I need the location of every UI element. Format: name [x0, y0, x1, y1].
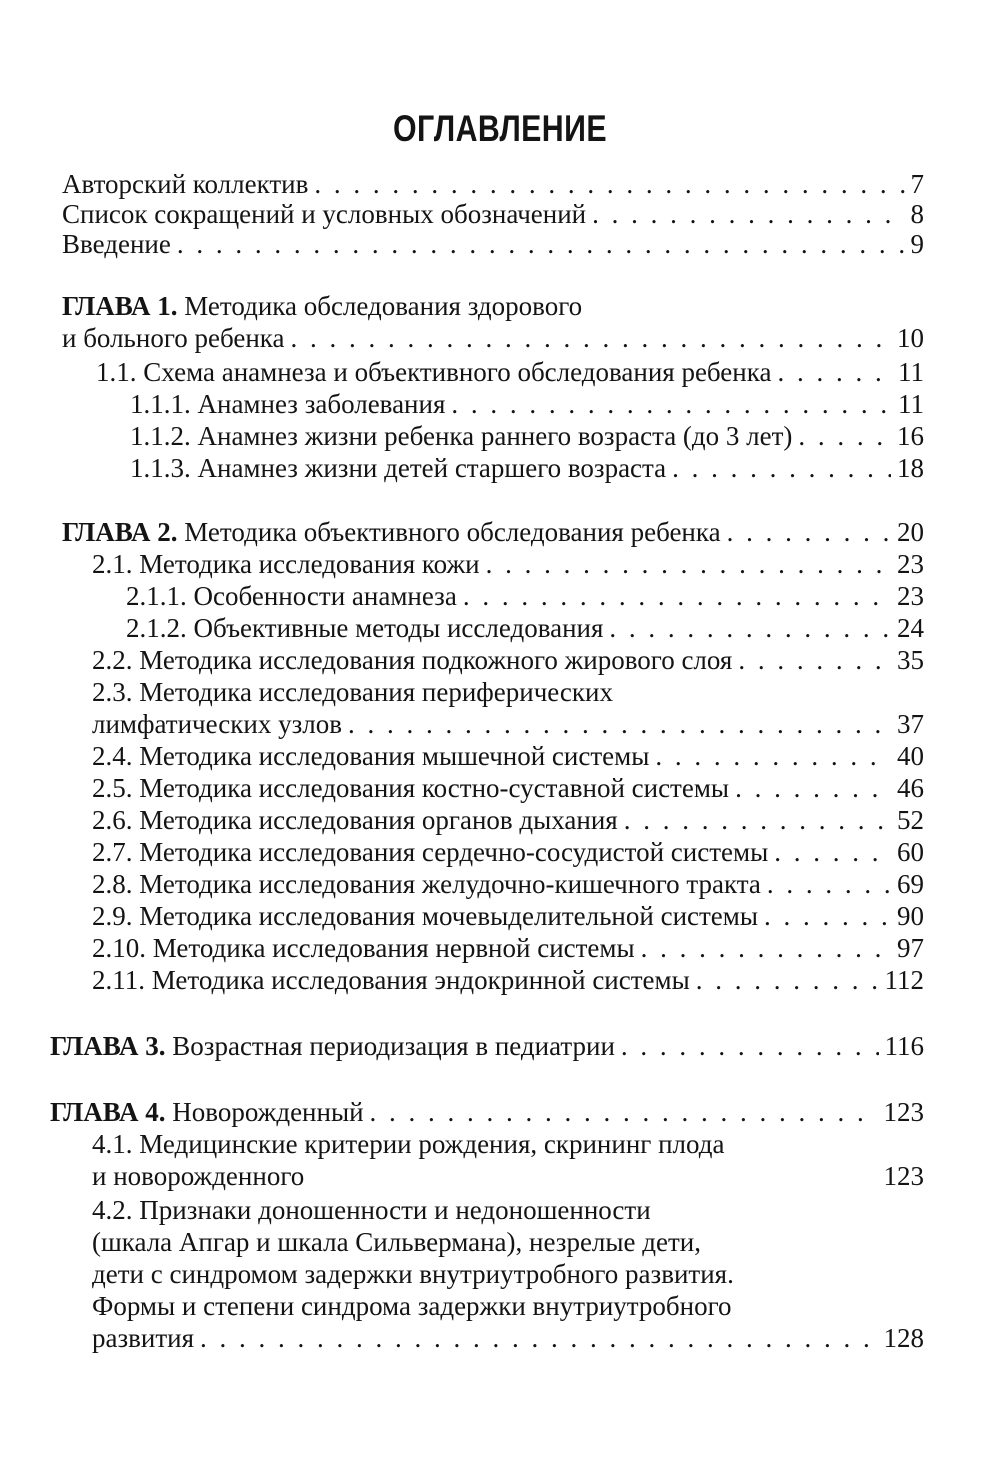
- entry-page: 23: [897, 549, 924, 579]
- chapter-title: Возрастная периодизация в педиатрии: [172, 1031, 615, 1061]
- chapter-number: ГЛАВА 1.: [62, 291, 178, 321]
- toc-entry[interactable]: [92, 1322, 924, 1354]
- dot-leader: [463, 580, 891, 612]
- dot-leader: [764, 900, 891, 932]
- entry-label: Авторский коллектив: [62, 169, 309, 199]
- toc-entry[interactable]: [92, 964, 924, 996]
- entry-page: 8: [910, 199, 924, 229]
- entry-label: 2.3. Методика исследования периферических: [92, 677, 613, 707]
- chapter-number: ГЛАВА 3.: [50, 1031, 166, 1061]
- entry-label: 1.1.1. Анамнез заболевания: [130, 389, 446, 419]
- entry-label: 1.1.3. Анамнез жизни детей старшего возраста: [130, 453, 667, 483]
- entry-page: 9: [910, 229, 924, 259]
- toc-entry[interactable]: [92, 1258, 924, 1290]
- dot-leader: [348, 708, 891, 740]
- toc-entry[interactable]: [130, 388, 924, 420]
- dot-leader: [655, 740, 891, 772]
- dot-leader: [767, 868, 891, 900]
- toc-entry[interactable]: [62, 198, 924, 230]
- toc-entry[interactable]: [62, 228, 924, 260]
- dot-leader: [314, 168, 904, 200]
- entry-page: 52: [897, 805, 924, 835]
- page-title: ОГЛАВЛЕНИЕ: [393, 108, 607, 149]
- toc-entry[interactable]: [130, 452, 924, 484]
- dot-leader: [727, 516, 891, 548]
- dot-leader: [624, 804, 891, 836]
- toc-chapter-heading[interactable]: [50, 1096, 924, 1128]
- entry-page: 11: [898, 357, 924, 387]
- dot-leader: [621, 1030, 879, 1062]
- entry-page: 40: [897, 741, 924, 771]
- entry-label: 2.1.2. Объективные методы исследования: [126, 613, 604, 643]
- toc-entry[interactable]: [92, 804, 924, 836]
- entry-page: 24: [897, 613, 924, 643]
- dot-leader: [592, 198, 904, 230]
- toc-entry[interactable]: [92, 548, 924, 580]
- toc-entry[interactable]: [92, 1194, 924, 1226]
- entry-page: 69: [897, 869, 924, 899]
- entry-label: 2.5. Методика исследования костно-суставной системы: [92, 773, 730, 803]
- entry-label: 2.8. Методика исследования желудочно-кишечного тракта: [92, 869, 761, 899]
- toc-entry[interactable]: [92, 900, 924, 932]
- toc-chapter-heading[interactable]: [62, 290, 924, 322]
- entry-label: 2.4. Методика исследования мышечной системы: [92, 741, 650, 771]
- entry-page: 116: [884, 1031, 924, 1061]
- dot-leader: [696, 964, 879, 996]
- toc-entry[interactable]: [92, 868, 924, 900]
- toc-entry[interactable]: [92, 1160, 924, 1192]
- entry-page: 18: [897, 453, 924, 483]
- entry-label: 2.7. Методика исследования сердечно-сосудистой системы: [92, 837, 769, 867]
- toc-chapter-heading[interactable]: [62, 516, 924, 548]
- entry-label: 2.2. Методика исследования подкожного жирового слоя: [92, 645, 733, 675]
- entry-page: 11: [898, 389, 924, 419]
- entry-page: 35: [897, 645, 924, 675]
- entry-label: 1.1.2. Анамнез жизни ребенка раннего возраста (до 3 лет): [130, 421, 793, 451]
- entry-page: 7: [910, 169, 924, 199]
- toc-entry[interactable]: [62, 322, 924, 354]
- entry-page: 123: [883, 1161, 924, 1191]
- toc-entry[interactable]: [126, 612, 924, 644]
- dot-leader: [200, 1322, 877, 1354]
- entry-label: 2.10. Методика исследования нервной системы: [92, 933, 635, 963]
- dot-leader: [672, 452, 891, 484]
- entry-page: 23: [897, 581, 924, 611]
- dot-leader: [486, 548, 891, 580]
- entry-label: 2.9. Методика исследования мочевыделительной системы: [92, 901, 759, 931]
- dot-leader: [609, 612, 891, 644]
- dot-leader: [177, 228, 905, 260]
- chapter-title: Методика обследования здорового: [184, 291, 583, 321]
- dot-leader: [798, 420, 891, 452]
- toc-entry[interactable]: [96, 356, 924, 388]
- entry-label-cont: и новорожденного: [92, 1161, 305, 1191]
- entry-page: 90: [897, 901, 924, 931]
- entry-label-cont: Формы и степени синдрома задержки внутриутробного: [92, 1291, 732, 1321]
- entry-label: Введение: [62, 229, 171, 259]
- dot-leader: [451, 388, 892, 420]
- entry-page: 112: [884, 965, 924, 995]
- toc-entry[interactable]: [92, 676, 924, 708]
- dot-leader: [738, 644, 891, 676]
- toc-entry[interactable]: [92, 772, 924, 804]
- entry-label: 4.1. Медицинские критерии рождения, скрининг плода: [92, 1129, 725, 1159]
- entry-page: 10: [897, 323, 924, 353]
- toc-entry[interactable]: [130, 420, 924, 452]
- toc-entry[interactable]: [92, 932, 924, 964]
- toc-entry[interactable]: [92, 1226, 924, 1258]
- entry-page: 97: [897, 933, 924, 963]
- toc-entry[interactable]: [92, 644, 924, 676]
- entry-label: 2.1. Методика исследования кожи: [92, 549, 480, 579]
- entry-page: 37: [897, 709, 924, 739]
- dot-leader: [370, 1096, 878, 1128]
- dot-leader: [777, 356, 892, 388]
- toc-entry[interactable]: [92, 740, 924, 772]
- entry-label: Список сокращений и условных обозначений: [62, 199, 587, 229]
- chapter-title: Новорожденный: [172, 1097, 364, 1127]
- toc-entry[interactable]: [92, 1290, 924, 1322]
- entry-label-cont: развития: [92, 1323, 195, 1353]
- entry-label: 2.11. Методика исследования эндокринной системы: [92, 965, 690, 995]
- entry-label: 2.6. Методика исследования органов дыхания: [92, 805, 618, 835]
- dot-leader: [290, 322, 891, 354]
- dot-leader: [735, 772, 891, 804]
- toc-entry[interactable]: [126, 580, 924, 612]
- entry-page: 60: [897, 837, 924, 867]
- entry-label: 4.2. Признаки доношенности и недоношенности: [92, 1195, 651, 1225]
- entry-page: 128: [883, 1323, 924, 1353]
- entry-label-cont: (шкала Апгар и шкала Сильвермана), незрелые дети,: [92, 1227, 702, 1257]
- entry-page: 46: [897, 773, 924, 803]
- dot-leader: [774, 836, 891, 868]
- entry-label-cont: и больного ребенка: [62, 323, 285, 353]
- dot-leader: [641, 932, 891, 964]
- entry-label-cont: лимфатических узлов: [92, 709, 342, 739]
- chapter-number: ГЛАВА 2.: [62, 517, 178, 547]
- entry-label-cont: дети с синдромом задержки внутриутробного развития.: [92, 1259, 734, 1289]
- entry-label: 1.1. Схема анамнеза и объективного обследования ребенка: [96, 357, 772, 387]
- chapter-title: Методика объективного обследования ребенка: [184, 517, 721, 547]
- toc-entry[interactable]: [92, 708, 924, 740]
- entry-page: 20: [897, 517, 924, 547]
- chapter-number: ГЛАВА 4.: [50, 1097, 166, 1127]
- toc-entry[interactable]: [62, 168, 924, 200]
- entry-page: 16: [897, 421, 924, 451]
- entry-page: 123: [883, 1097, 924, 1127]
- toc-entry[interactable]: [92, 836, 924, 868]
- entry-label: 2.1.1. Особенности анамнеза: [126, 581, 457, 611]
- toc-chapter-heading[interactable]: [50, 1030, 924, 1062]
- toc-entry[interactable]: [92, 1128, 924, 1160]
